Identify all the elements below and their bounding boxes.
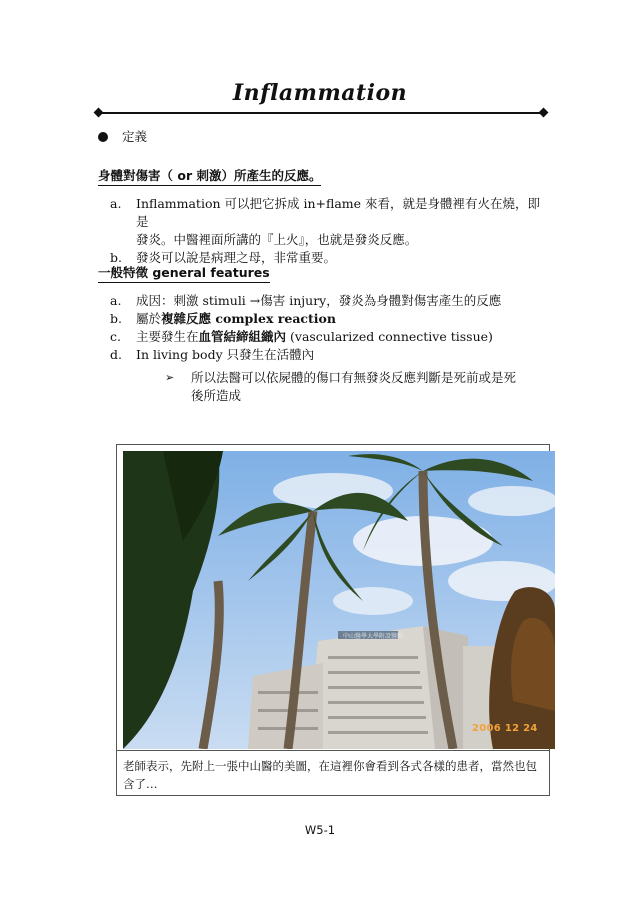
item-emphasis: 血管結締組織內	[198, 329, 287, 344]
list-item	[110, 346, 550, 364]
list-item	[110, 292, 550, 310]
definition-sentence: 身體對傷害（ or 刺激）所產生的反應。	[98, 166, 321, 186]
features-list	[110, 292, 550, 364]
item-text: In living body 只發生在活體內	[136, 347, 315, 362]
definition-heading: 定義	[122, 129, 148, 144]
item-marker: b.	[110, 250, 122, 265]
item-text: 主要發生在	[136, 329, 199, 344]
document-title: Inflammation	[232, 80, 408, 106]
item-marker: a.	[110, 196, 122, 211]
item-text-line: Inflammation 可以把它拆成 in+flame 來看，就是身體裡有火在燒，即是	[136, 196, 541, 229]
item-text: 成因：刺激 stimuli →傷害 injury，發炎為身體對傷害產生的反應	[136, 293, 502, 308]
caption-line: 老師表示，先附上一張中山醫的美圖，在這裡你會看到各式各樣的患者，當然也包	[123, 759, 537, 773]
figure-caption	[117, 750, 549, 799]
arrow-bullet-icon: ➢	[165, 371, 175, 384]
item-marker: d.	[110, 347, 122, 362]
item-text-line: 發炎可以說是病理之母，非常重要。	[136, 250, 337, 265]
definition-bullet	[98, 127, 147, 145]
item-emphasis: 複雜反應 complex reaction	[161, 311, 336, 326]
page-number: W5-1	[304, 823, 336, 837]
item-text: 屬於	[136, 311, 162, 326]
item-marker: c.	[110, 329, 121, 344]
list-item	[110, 310, 550, 328]
divider-left-diamond	[94, 108, 104, 118]
item-text-suffix: (vascularized connective tissue)	[286, 329, 493, 344]
hospital-palm-trees-photo	[123, 451, 555, 749]
features-heading: 一般特徵 general features	[98, 263, 270, 283]
sub-item-text-line: 後所造成	[191, 388, 242, 403]
sub-item-text-line: 所以法醫可以依屍體的傷口有無發炎反應判斷是死前或是死	[191, 370, 517, 385]
list-item	[110, 195, 550, 249]
item-text-line: 發炎。中醫裡面所講的『上火』，也就是發炎反應。	[136, 232, 418, 247]
bullet-dot-icon	[98, 132, 108, 142]
list-item	[110, 328, 550, 346]
date-stamp: 2006 12 24	[472, 723, 538, 734]
caption-line: 含了…	[123, 777, 158, 791]
title-divider	[98, 112, 544, 114]
definition-list	[110, 195, 550, 267]
divider-right-diamond	[539, 108, 549, 118]
item-marker: a.	[110, 293, 122, 308]
sub-list-item	[165, 369, 545, 405]
photo-figure	[116, 444, 550, 796]
item-marker: b.	[110, 311, 122, 326]
building-sign: 中山醫學大學附設醫院	[343, 633, 404, 640]
